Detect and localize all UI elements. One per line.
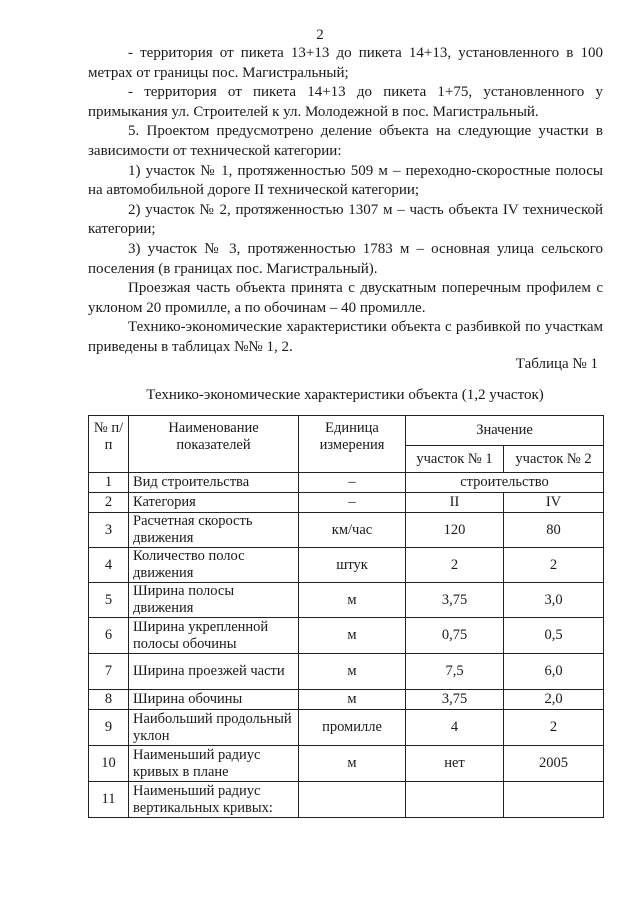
- row-value-section-1: 120: [406, 513, 504, 548]
- row-name: Ширина укрепленной полосы обочины: [129, 618, 299, 654]
- header-value: Значение: [406, 416, 604, 446]
- table-row: [89, 618, 604, 654]
- paragraph: 1) участок № 1, протяженностью 509 м – переходно-скоростные полосы на автомобильной дороге II технической категории;: [88, 162, 603, 199]
- row-number: 3: [89, 513, 129, 548]
- row-value-section-2: [504, 782, 604, 818]
- row-name: Наименьший радиус кривых в плане: [129, 746, 299, 782]
- row-unit: км/час: [299, 513, 406, 548]
- row-name: Вид строительства: [129, 473, 299, 493]
- table-row: [89, 583, 604, 618]
- paragraph: Технико-экономические характеристики объекта с разбивкой по участкам приведены в таблицах №№ 1, 2.: [88, 319, 603, 355]
- row-unit: промилле: [299, 710, 406, 746]
- paragraph: 2) участок № 2, протяженностью 1307 м – часть объекта IV технической категории;: [88, 201, 603, 238]
- paragraph: Проезжая часть объекта принята с двускатным поперечным профилем с уклоном 20 промилле, а по обочинам – 40 промилле.: [88, 280, 603, 316]
- row-unit: м: [299, 654, 406, 690]
- row-unit: –: [299, 493, 406, 513]
- row-name: Наибольший продольный уклон: [129, 710, 299, 746]
- row-unit: м: [299, 690, 406, 710]
- row-value-section-1: нет: [406, 746, 504, 782]
- row-unit: м: [299, 618, 406, 654]
- table-row: [89, 654, 604, 690]
- row-name: Наименьший радиус вертикальных кривых:: [129, 782, 299, 818]
- row-value-section-2: 80: [504, 513, 604, 548]
- row-value-section-1: 7,5: [406, 654, 504, 690]
- row-value-section-2: 2: [504, 710, 604, 746]
- row-name: Количество полос движения: [129, 548, 299, 583]
- row-value-section-1: 0,75: [406, 618, 504, 654]
- page-number: 2: [316, 27, 324, 43]
- table-row: [89, 710, 604, 746]
- table-title: Технико-экономические характеристики объекта (1,2 участок): [146, 387, 544, 403]
- row-name: Ширина полосы движения: [129, 583, 299, 618]
- row-number: 1: [89, 473, 129, 493]
- row-value-section-1: II: [406, 493, 504, 513]
- row-number: 9: [89, 710, 129, 746]
- header-num: № п/п: [89, 416, 129, 473]
- row-number: 8: [89, 690, 129, 710]
- header-section-1: участок № 1: [406, 446, 504, 473]
- table-row: [89, 746, 604, 782]
- row-value-section-2: 2005: [504, 746, 604, 782]
- row-unit: штук: [299, 548, 406, 583]
- table-row: [89, 493, 604, 513]
- row-value-section-2: IV: [504, 493, 604, 513]
- row-unit: м: [299, 583, 406, 618]
- row-value-section-2: 6,0: [504, 654, 604, 690]
- row-number: 11: [89, 782, 129, 818]
- row-name: Категория: [129, 493, 299, 513]
- row-number: 6: [89, 618, 129, 654]
- table-row: [89, 548, 604, 583]
- row-value-section-2: 0,5: [504, 618, 604, 654]
- row-value-section-1: 3,75: [406, 690, 504, 710]
- row-value-section-1: 2: [406, 548, 504, 583]
- header-unit: Единица измерения: [299, 416, 406, 473]
- paragraph: 5. Проектом предусмотрено деление объекта на следующие участки в зависимости от технической категории:: [88, 123, 603, 159]
- paragraph: 3) участок № 3, протяженностью 1783 м – основная улица сельского поселения (в границах пос. Магистральный).: [88, 240, 603, 277]
- table-row: [89, 782, 604, 818]
- row-name: Расчетная скорость движения: [129, 513, 299, 548]
- row-number: 2: [89, 493, 129, 513]
- row-value-section-1: [406, 782, 504, 818]
- row-value-section-2: 3,0: [504, 583, 604, 618]
- table-row: [89, 473, 604, 493]
- paragraph: - территория от пикета 13+13 до пикета 14+13, установленного в 100 метрах от границы пос. Магистральный;: [88, 45, 603, 81]
- row-value-section-2: 2,0: [504, 690, 604, 710]
- row-name: Ширина обочины: [129, 690, 299, 710]
- table-row: [89, 690, 604, 710]
- row-unit: [299, 782, 406, 818]
- body-text: [88, 44, 603, 358]
- row-unit: м: [299, 746, 406, 782]
- row-name: Ширина проезжей части: [129, 654, 299, 690]
- row-unit: –: [299, 473, 406, 493]
- row-value-section-2: 2: [504, 548, 604, 583]
- paragraph: - территория от пикета 14+13 до пикета 1+75, установленного у примыкания ул. Строителей к ул. Молодежной в пос. Магистральный.: [88, 84, 603, 120]
- header-section-2: участок № 2: [504, 446, 604, 473]
- row-number: 7: [89, 654, 129, 690]
- specs-table: [88, 415, 604, 818]
- table-row: [89, 513, 604, 548]
- row-value-merged: строительство: [406, 473, 604, 493]
- row-value-section-1: 4: [406, 710, 504, 746]
- row-value-section-1: 3,75: [406, 583, 504, 618]
- row-number: 5: [89, 583, 129, 618]
- header-name: Наименование показателей: [129, 416, 299, 473]
- row-number: 4: [89, 548, 129, 583]
- row-number: 10: [89, 746, 129, 782]
- table-caption: Таблица № 1: [515, 356, 598, 372]
